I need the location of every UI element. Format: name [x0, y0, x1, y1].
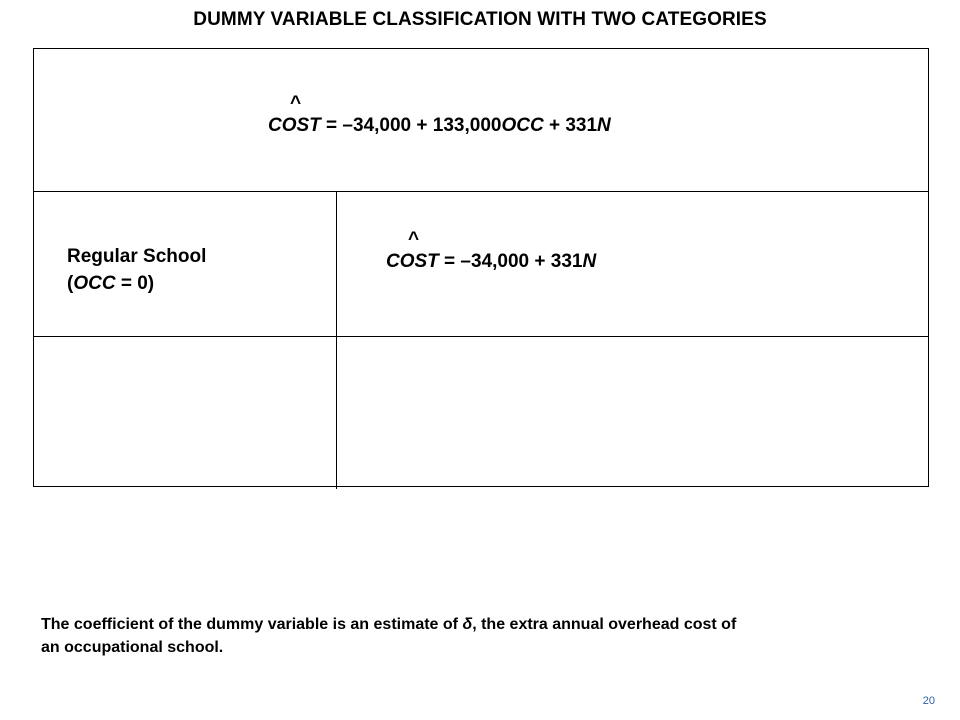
caption-line1-start: The coefficient of the dummy variable is an estimate of [41, 616, 463, 633]
cost-hat-variable [386, 229, 439, 273]
regular-school-condition: (OCC = 0) [67, 273, 155, 294]
cost-variable: COST [386, 251, 439, 272]
regular-school-label [67, 243, 206, 297]
occ-variable: OCC [501, 115, 544, 136]
explanation-caption [41, 613, 921, 659]
page-number: 20 [922, 695, 935, 707]
regular-school-equation [386, 229, 597, 273]
n-variable: N [597, 115, 611, 136]
delta-symbol: δ [462, 616, 473, 633]
table-divider-vertical [336, 191, 337, 489]
cost-variable: COST [268, 115, 321, 136]
full-regression-equation [268, 93, 611, 137]
equation-rhs: = –34,000 + 331 [438, 251, 583, 272]
hat-symbol: ^ [290, 93, 302, 114]
n-variable: N [582, 251, 597, 272]
caption-line1-end: , the extra annual overhead cost of [472, 616, 737, 633]
cost-hat-variable [268, 93, 321, 137]
table-divider-top [33, 191, 929, 192]
caption-line2: an occupational school. [41, 639, 224, 656]
table-divider-middle [33, 336, 929, 337]
hat-symbol: ^ [408, 229, 420, 250]
slide-title: DUMMY VARIABLE CLASSIFICATION WITH TWO CATEGORIES [193, 9, 767, 30]
regular-school-title: Regular School [67, 246, 207, 267]
equation-intercept-term: = –34,000 + 133,000 [320, 115, 502, 136]
occ-condition-variable: OCC [73, 273, 116, 294]
equation-slope-term: + 331 [543, 115, 598, 136]
